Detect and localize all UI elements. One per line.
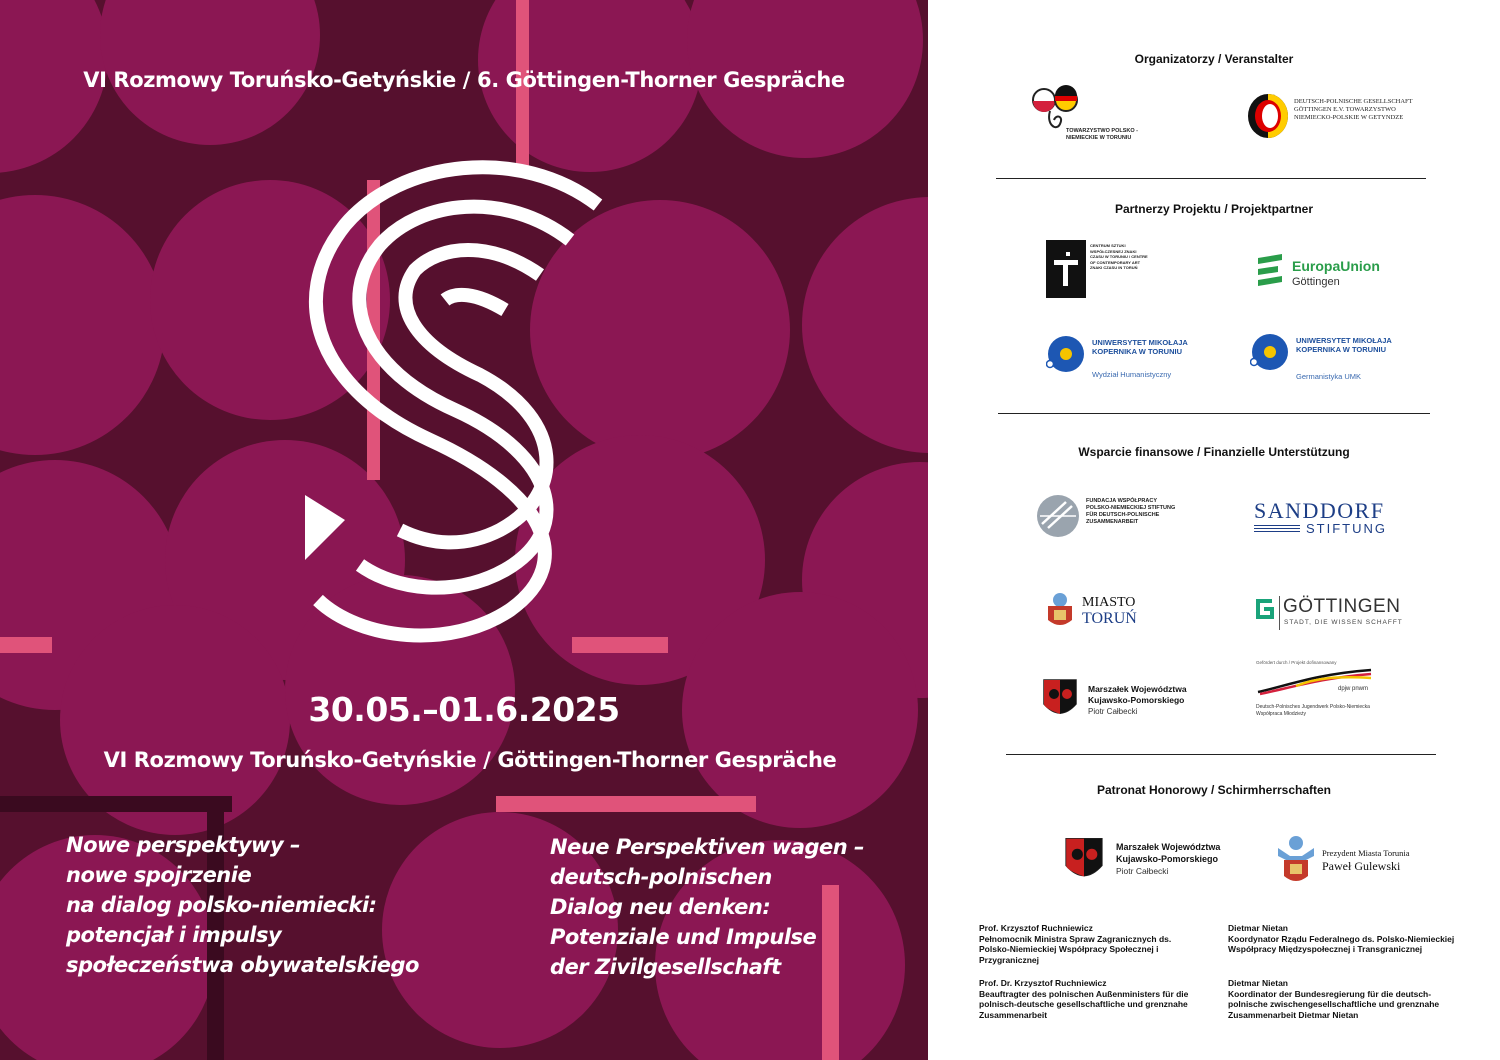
pnwm-top: Gefördert durch / Projekt dofinansowany [1256, 660, 1337, 665]
person-ruchniewicz-de [979, 978, 1189, 1020]
pnwm-bottom: Deutsch-Polnisches Jugendwerk Polsko-Niemiecka Współpraca Młodzieży [1256, 704, 1370, 717]
person-role: Beauftragter des polnischen Außenministers für die polnisch-deutsche gesellschaftliche und grenznahe Zusammenarbeit [979, 988, 1189, 1020]
poster-sub-title: VI Rozmowy Toruńsko-Getyńskie / Göttingen-Thorner Gespräche [103, 748, 837, 772]
dpg-logo [1246, 92, 1446, 142]
patron-marszalek-c: Piotr Całbecki [1116, 866, 1169, 876]
europa-union-city: Göttingen [1292, 276, 1340, 288]
europa-union-name: EuropaUnion [1292, 258, 1380, 274]
umk-germanistics-logo [1250, 332, 1400, 382]
gottingen-g-icon [1254, 598, 1274, 620]
dpg-flag-icon [1246, 92, 1290, 140]
slogan-line: Nowe perspektywy – [66, 833, 300, 857]
marszalek-name-a: Marszałek Województwa [1088, 684, 1187, 694]
person-role: Koordynator Rządu Federalnego ds. Polsko-Niemieckiej Współpracy Międzyspołecznej i Transgranicznej [1228, 933, 1455, 954]
umk-name: UNIWERSYTET MIKOŁAJA KOPERNIKA W TORUNIU [1092, 338, 1188, 356]
torun-name-a: MIASTO [1082, 595, 1136, 610]
csw-mark-icon [1046, 240, 1086, 298]
torun-logo [1044, 592, 1164, 632]
pnwm-mark: dpjw pnwm [1338, 686, 1369, 692]
umk-humanities-logo [1046, 334, 1196, 380]
person-role: Koordinator der Bundesregierung für die deutsch-polnische zwischengesellschaftliche und grenznahe Zusammenarbeit Dietmar Nietan [1228, 988, 1440, 1020]
partners-title: Partnerzy Projektu / Projektpartner [1114, 202, 1314, 216]
poster-top-title: VI Rozmowy Toruńsko-Getyńskie / 6. Göttingen-Thorner Gespräche [83, 68, 845, 92]
patron-marszalek-logo [1064, 836, 1234, 886]
slogan-line: Dialog neu denken: [550, 895, 771, 919]
person-ruchniewicz-pl [979, 923, 1189, 965]
person-name: Dietmar Nietan [1228, 923, 1288, 933]
person-name: Prof. Dr. Krzysztof Ruchniewicz [979, 978, 1107, 988]
tpn-logo [1030, 84, 1139, 154]
csw-name: CENTRUM SZTUKI WSPÓŁCZESNEJ ZNAKI CZASU W TORUNIU / CENTRE OF CONTEMPORARY ART ZNAKI CZASU IN TORUŃ [1090, 243, 1148, 270]
gottingen-sub: STADT, DIE WISSEN SCHAFFT [1284, 619, 1403, 626]
patron-marszalek-b: Kujawsko-Pomorskiego [1116, 854, 1219, 864]
dpg-name: DEUTSCH-POLNISCHE GESELLSCHAFT GÖTTINGEN E.V. TOWARZYSTWO NIEMIECKO-POLSKIE W GETYNDZE [1294, 98, 1413, 121]
gottingen-logo [1254, 596, 1404, 634]
person-name: Dietmar Nietan [1228, 978, 1288, 988]
pnwm-logo [1256, 660, 1416, 726]
csw-logo [1046, 240, 1156, 298]
kujawsko-pomorskie-crest-icon [1064, 836, 1104, 886]
europa-union-logo [1254, 252, 1404, 292]
event-dates: 30.05.–01.6.2025 [308, 690, 620, 729]
divider [998, 413, 1430, 414]
patron-prezydent-b: Paweł Gulewski [1322, 859, 1401, 873]
sanddorf-name: SANDDORF [1254, 498, 1385, 523]
person-nietan-pl [1228, 923, 1468, 955]
slogan-line: na dialog polsko-niemiecki: [66, 893, 377, 917]
fwpn-circle-icon [1036, 494, 1080, 538]
slogan-line: deutsch-polnischen [550, 865, 772, 889]
patron-prezydent-a: Prezydent Miasta Torunia [1322, 848, 1410, 858]
slogan-line: społeczeństwa obywatelskiego [66, 953, 419, 977]
slogan-german [550, 832, 864, 982]
sanddorf-sub: STIFTUNG [1306, 521, 1387, 536]
gottingen-name: GÖTTINGEN [1283, 596, 1401, 617]
umk-name: UNIWERSYTET MIKOŁAJA KOPERNIKA W TORUNIU [1296, 336, 1392, 354]
fwpn-logo [1036, 494, 1176, 540]
marszalek-logo [1042, 678, 1192, 728]
patronage-title: Patronat Honorowy / Schirmherrschaften [1096, 783, 1332, 797]
umk-dept: Wydział Humanistyczny [1092, 370, 1172, 379]
slogan-polish [66, 830, 419, 980]
slogan-line: nowe spojrzenie [66, 863, 252, 887]
slogan-line: Neue Perspektiven wagen – [550, 835, 865, 859]
sponsors-panel [928, 0, 1500, 1060]
kujawsko-pomorskie-crest-icon [1042, 678, 1078, 722]
umk-sun-icon [1250, 332, 1290, 372]
divider [996, 178, 1426, 179]
torun-name-b: TORUŃ [1082, 610, 1137, 627]
finance-title: Wsparcie finansowe / Finanzielle Unterstützung [1078, 445, 1350, 459]
marszalek-name-c: Piotr Całbecki [1088, 707, 1138, 716]
umk-dept: Germanistyka UMK [1296, 372, 1362, 381]
torun-angel-crest-icon [1276, 834, 1316, 886]
person-nietan-de [1228, 978, 1468, 1020]
slogan-line: potencjał i impulsy [66, 923, 282, 947]
torun-crest-icon [1044, 592, 1076, 630]
patron-prezydent-logo [1276, 834, 1466, 888]
umk-sun-icon [1046, 334, 1086, 374]
slogan-line: Potenziale und Impulse [550, 925, 817, 949]
marszalek-name-b: Kujawsko-Pomorskiego [1088, 695, 1185, 705]
fwpn-name: FUNDACJA WSPÓŁPRACY POLSKO-NIEMIECKIEJ STIFTUNG FÜR DEUTSCH-POLNISCHE ZUSAMMENARBEIT [1086, 498, 1176, 525]
tpn-name: TOWARZYSTWO POLSKO - NIEMIECKIE W TORUNIU [1066, 128, 1139, 141]
patron-marszalek-a: Marszałek Województwa [1116, 842, 1221, 852]
divider [1006, 754, 1436, 755]
slogan-line: der Zivilgesellschaft [550, 955, 781, 979]
person-name: Prof. Krzysztof Ruchniewicz [979, 923, 1093, 933]
person-role: Pełnomocnik Ministra Spraw Zagranicznych ds. Polsko-Niemieckiej Współpracy Społecznej i Przygranicznej [979, 933, 1172, 965]
europa-union-e-icon [1254, 252, 1286, 290]
organizers-title: Organizatorzy / Veranstalter [1134, 52, 1294, 66]
sanddorf-logo [1254, 498, 1404, 540]
